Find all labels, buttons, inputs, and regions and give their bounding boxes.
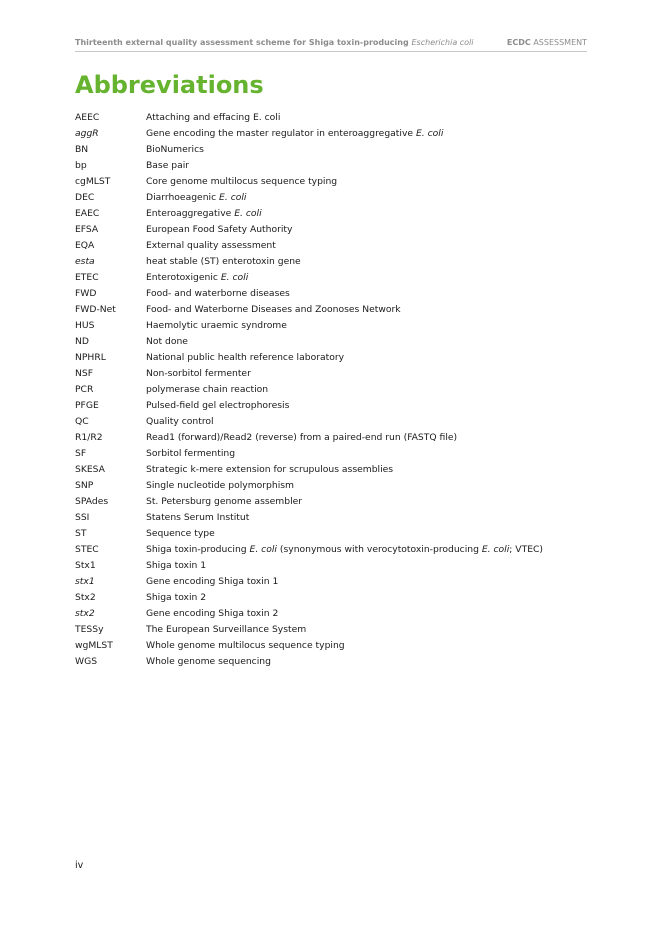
definition-text: Non-sorbitol fermenter	[146, 368, 251, 379]
definition-text: Shiga toxin 1	[146, 560, 207, 571]
definition-text: The European Surveillance System	[146, 624, 307, 635]
abbreviation-term: NPHRL	[75, 352, 106, 363]
definition-text: European Food Safety Authority	[146, 224, 293, 235]
abbreviation-term: DEC	[75, 192, 95, 203]
definition-text: E. coli	[234, 208, 262, 219]
definition-text: Food- and waterborne diseases	[146, 288, 290, 299]
definition-text: Enteroaggregative	[146, 208, 235, 219]
abbreviation-definition	[146, 494, 302, 510]
abbreviation-definition	[146, 414, 214, 430]
abbreviation-row	[75, 462, 595, 478]
abbreviation-row	[75, 126, 595, 142]
definition-text: Whole genome multilocus sequence typing	[146, 640, 345, 651]
definition-text: E. coli	[219, 192, 247, 203]
definition-text: Single nucleotide polymorphism	[146, 480, 294, 491]
abbreviation-term: HUS	[75, 320, 95, 331]
abbreviation-definition	[146, 606, 278, 622]
definition-text: Gene encoding the master regulator in enteroaggregative	[146, 128, 416, 139]
abbreviation-row	[75, 158, 595, 174]
abbreviation-definition	[146, 334, 188, 350]
abbreviation-term: Stx1	[75, 560, 96, 571]
abbreviation-row	[75, 478, 595, 494]
abbreviation-term: wgMLST	[75, 640, 113, 651]
abbreviation-definition	[146, 638, 345, 654]
abbreviation-term: ETEC	[75, 272, 99, 283]
abbreviation-definition	[146, 302, 401, 318]
abbreviation-term: EQA	[75, 240, 95, 251]
definition-text: Pulsed-field gel electrophoresis	[146, 400, 290, 411]
abbreviation-term: SSI	[75, 512, 90, 523]
definition-text: E. coli	[415, 128, 444, 139]
abbreviation-term: SKESA	[75, 464, 105, 475]
abbreviation-definition	[146, 590, 206, 606]
abbreviation-list	[75, 110, 595, 670]
abbreviation-term: aggR	[75, 128, 99, 139]
abbreviation-definition	[146, 526, 215, 542]
abbreviation-term: TESSy	[75, 624, 104, 635]
abbreviation-term: stx1	[75, 576, 95, 587]
definition-text: Sorbitol fermenting	[146, 448, 236, 459]
definition-text: E. coli	[220, 272, 249, 283]
abbreviation-term: ST	[75, 528, 87, 539]
abbreviation-definition	[146, 478, 294, 494]
abbreviation-term: NSF	[75, 368, 93, 379]
abbreviation-term: PFGE	[75, 400, 99, 411]
abbreviation-definition	[146, 446, 235, 462]
header-title-italic: Escherichia coli	[411, 38, 474, 47]
definition-text: Food- and Waterborne Diseases and Zoonoses Network	[146, 304, 401, 315]
abbreviation-row	[75, 366, 595, 382]
abbreviation-term: QC	[75, 416, 89, 427]
abbreviation-row	[75, 318, 595, 334]
header-title-text: Thirteenth external quality assessment scheme for Shiga toxin-producing	[75, 38, 412, 47]
abbreviation-definition	[146, 238, 276, 254]
page-number: iv	[75, 860, 84, 871]
definition-text: Shiga toxin-producing	[146, 544, 250, 555]
abbreviation-row	[75, 542, 595, 558]
definition-text: Base pair	[146, 160, 190, 171]
abbreviation-definition	[146, 318, 287, 334]
definition-text: Quality control	[146, 416, 214, 427]
definition-text: Core genome multilocus sequence typing	[146, 176, 338, 187]
abbreviation-definition	[146, 398, 289, 414]
abbreviation-row	[75, 142, 595, 158]
abbreviation-row	[75, 238, 595, 254]
abbreviation-definition	[146, 190, 246, 206]
definition-text: Not done	[146, 336, 188, 347]
header-document-title	[75, 38, 474, 47]
page-title: Abbreviations	[75, 71, 264, 99]
definition-text: E. coli	[249, 544, 277, 555]
abbreviation-definition	[146, 558, 206, 574]
definition-text: ; VTEC)	[509, 544, 543, 555]
abbreviation-definition	[146, 510, 249, 526]
abbreviation-definition	[146, 430, 457, 446]
definition-text: St. Petersburg genome assembler	[146, 496, 303, 507]
abbreviation-row	[75, 494, 595, 510]
abbreviation-term: stx2	[75, 608, 95, 619]
abbreviation-term: EFSA	[75, 224, 99, 235]
running-header	[75, 38, 587, 52]
abbreviation-definition	[146, 270, 248, 286]
definition-text: (synonymous with verocytotoxin-producing	[276, 544, 482, 555]
abbreviation-row	[75, 190, 595, 206]
abbreviation-row	[75, 606, 595, 622]
abbreviation-row	[75, 526, 595, 542]
abbreviation-definition	[146, 654, 271, 670]
abbreviation-definition	[146, 574, 278, 590]
abbreviation-definition	[146, 366, 251, 382]
abbreviation-definition	[146, 222, 292, 238]
abbreviation-term: SNP	[75, 480, 94, 491]
abbreviation-term: R1/R2	[75, 432, 103, 443]
abbreviation-row	[75, 574, 595, 590]
abbreviation-definition	[146, 110, 280, 126]
abbreviation-term: ND	[75, 336, 89, 347]
definition-text: Haemolytic uraemic syndrome	[146, 320, 287, 331]
abbreviation-definition	[146, 382, 268, 398]
abbreviation-row	[75, 638, 595, 654]
abbreviation-definition	[146, 142, 204, 158]
definition-text: Read1 (forward)/Read2 (reverse) from a paired-end run (FASTQ file)	[146, 432, 458, 443]
definition-text: heat stable (ST) enterotoxin gene	[146, 256, 301, 267]
abbreviation-row	[75, 334, 595, 350]
abbreviation-term: Stx2	[75, 592, 96, 603]
abbreviation-row	[75, 110, 595, 126]
abbreviation-row	[75, 382, 595, 398]
definition-text: Statens Serum Institut	[146, 512, 250, 523]
definition-text: Enterotoxigenic	[146, 272, 221, 283]
abbreviation-term: FWD-Net	[75, 304, 116, 315]
header-ecdc: ECDC	[506, 38, 531, 47]
abbreviation-row	[75, 654, 595, 670]
definition-text: External quality assessment	[146, 240, 276, 251]
abbreviation-row	[75, 558, 595, 574]
definition-text: Gene encoding Shiga toxin 1	[146, 576, 279, 587]
definition-text: polymerase chain reaction	[146, 384, 269, 395]
definition-text: Attaching and effacing E. coli	[146, 112, 281, 123]
definition-text: Diarrhoeagenic	[146, 192, 220, 203]
abbreviation-definition	[146, 174, 337, 190]
definition-text: Whole genome sequencing	[146, 656, 271, 667]
abbreviation-row	[75, 286, 595, 302]
abbreviation-term: FWD	[75, 288, 97, 299]
abbreviation-definition	[146, 206, 262, 222]
abbreviation-term: WGS	[75, 656, 98, 667]
abbreviation-definition	[146, 622, 306, 638]
abbreviation-definition	[146, 542, 543, 558]
abbreviation-definition	[146, 462, 393, 478]
definition-text: Strategic k-mere extension for scrupulous assemblies	[146, 464, 394, 475]
abbreviation-term: AEEC	[75, 112, 100, 123]
abbreviation-definition	[146, 254, 301, 270]
definition-text: BioNumerics	[146, 144, 204, 155]
abbreviation-term: bp	[75, 160, 87, 171]
definition-text: Sequence type	[146, 528, 215, 539]
header-divider	[75, 51, 587, 52]
abbreviation-row	[75, 350, 595, 366]
abbreviation-term: SPAdes	[75, 496, 109, 507]
definition-text: E. coli	[481, 544, 510, 555]
abbreviation-term: esta	[75, 256, 95, 267]
abbreviation-term: STEC	[75, 544, 99, 555]
abbreviation-row	[75, 446, 595, 462]
definition-text: Shiga toxin 2	[146, 592, 207, 603]
abbreviation-definition	[146, 350, 344, 366]
abbreviation-row	[75, 398, 595, 414]
header-series-label	[507, 38, 587, 47]
abbreviation-row	[75, 270, 595, 286]
definition-text: Gene encoding Shiga toxin 2	[146, 608, 279, 619]
abbreviation-term: SF	[75, 448, 87, 459]
abbreviation-row	[75, 590, 595, 606]
abbreviation-term: EAEC	[75, 208, 100, 219]
abbreviation-row	[75, 430, 595, 446]
abbreviation-row	[75, 414, 595, 430]
abbreviation-definition	[146, 158, 189, 174]
abbreviation-term: cgMLST	[75, 176, 111, 187]
abbreviation-row	[75, 510, 595, 526]
abbreviation-term: PCR	[75, 384, 94, 395]
abbreviation-row	[75, 174, 595, 190]
header-assessment: ASSESSMENT	[530, 38, 587, 47]
abbreviation-row	[75, 254, 595, 270]
abbreviation-row	[75, 222, 595, 238]
abbreviation-row	[75, 302, 595, 318]
definition-text: National public health reference laboratory	[146, 352, 345, 363]
abbreviation-definition	[146, 286, 290, 302]
abbreviation-row	[75, 206, 595, 222]
abbreviation-term: BN	[75, 144, 89, 155]
abbreviation-definition	[146, 126, 443, 142]
abbreviation-row	[75, 622, 595, 638]
